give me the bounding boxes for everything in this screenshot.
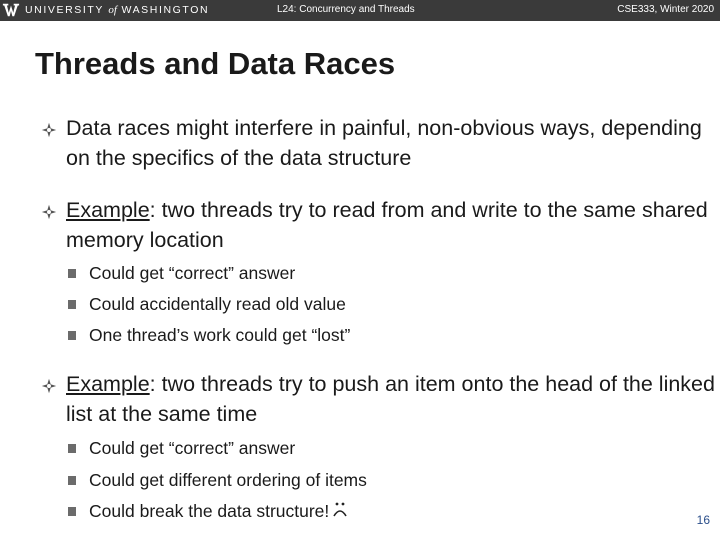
square-bullet-icon (68, 331, 76, 340)
slide-title: Threads and Data Races (35, 46, 396, 81)
square-bullet-icon (68, 300, 76, 309)
slide-number: 16 (696, 513, 710, 527)
example-label: Example (66, 372, 150, 396)
university-name: UNIVERSITY of WASHINGTON (25, 4, 210, 16)
square-bullet-icon (68, 444, 76, 453)
uw-w-logo-icon (2, 1, 20, 19)
course-label: CSE333, Winter 2020 (617, 4, 714, 15)
square-bullet-icon (68, 476, 76, 485)
diamond-bullet-icon (40, 203, 58, 221)
bullet-text-3: Example: two threads try to push an item onto the head of the linked list at the same time (66, 372, 715, 426)
bullet-text-1: Data races might interfere in painful, non-obvious ways, depending on the specifics of the data structure (66, 116, 702, 170)
diamond-bullet-icon (40, 377, 58, 395)
frown-face-icon (332, 501, 348, 519)
square-bullet-icon (68, 269, 76, 278)
lecture-title: L24: Concurrency and Threads (277, 4, 415, 15)
example-label: Example (66, 198, 150, 222)
square-bullet-icon (68, 507, 76, 516)
diamond-bullet-icon (40, 121, 58, 139)
bullet-text-2: Example: two threads try to read from and write to the same shared memory location (66, 198, 708, 252)
header-bar (0, 0, 720, 21)
